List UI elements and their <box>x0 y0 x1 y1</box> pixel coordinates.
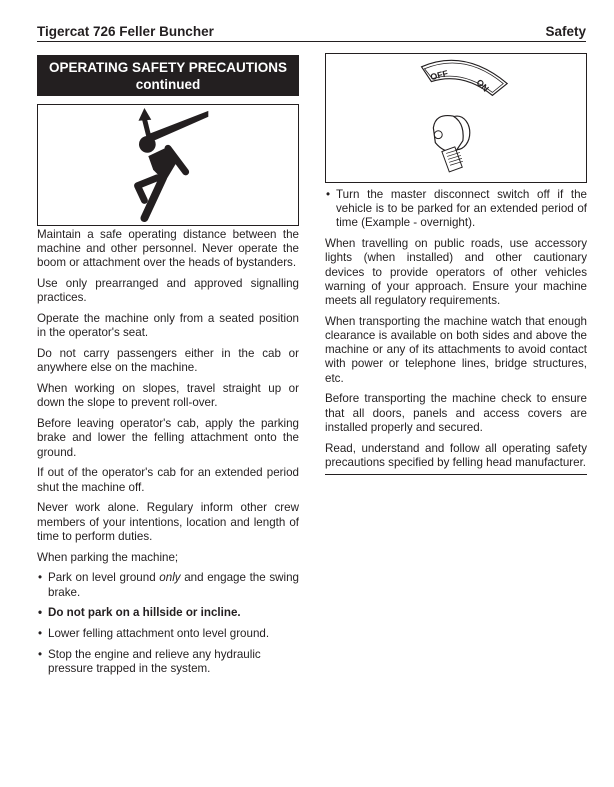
left-text-column <box>37 228 299 683</box>
paragraph: Before leaving operator's cab, apply the parking brake and lower the felling attachment onto the ground. <box>37 417 299 459</box>
bullet-icon: • <box>38 648 43 661</box>
paragraph: Read, understand and follow all operating safety precautions specified by felling head manufacturer. <box>325 441 587 469</box>
bullet-item: • Stop the engine and relieve any hydraulic pressure trapped in the system. <box>38 648 261 676</box>
page-header <box>37 22 586 42</box>
bullet-icon: • <box>38 606 43 620</box>
manual-title: Tigercat 726 Feller Buncher <box>37 24 214 39</box>
bullet-icon: • <box>38 571 43 585</box>
paragraph: Never work alone. Regulary inform other crew members of your intentions, location and length of time to perform duties. <box>37 501 299 543</box>
section-heading: OPERATING SAFETY PRECAUTIONS <box>48 60 288 75</box>
paragraph: Operate the machine only from a seated position in the operator's seat. <box>37 312 299 340</box>
paragraph: When transporting the machine watch that enough clearance is available on both sides and above the machine or any of its attachments to avoid contact with power or telephone lines, bridge structures, etc. <box>325 314 587 385</box>
bullet-item: • Lower felling attachment onto level ground. <box>38 627 270 641</box>
paragraph: If out of the operator's cab for an extended period shut the machine off. <box>37 466 299 494</box>
bullet-icon: • <box>326 188 331 201</box>
off-label: OFF <box>429 68 449 83</box>
paragraph: Do not carry passengers either in the cab or anywhere else on the machine. <box>37 347 299 375</box>
section-title: Safety <box>545 24 586 39</box>
bullet-item: • Do not park on a hillside or incline. <box>38 606 241 620</box>
section-heading-subtitle: continued <box>135 77 201 92</box>
paragraph: Use only prearranged and approved signalling practices. <box>37 277 299 305</box>
master-switch-figure <box>325 53 587 183</box>
paragraph: When working on slopes, travel straight up or down the slope to prevent roll-over. <box>37 382 299 410</box>
right-text-column <box>325 188 587 477</box>
paragraph: When parking the machine; <box>37 550 179 564</box>
section-heading-box <box>37 55 299 96</box>
electrocution-hazard-icon <box>38 105 298 225</box>
hazard-figure <box>37 104 299 226</box>
paragraph: Maintain a safe operating distance between the machine and other personnel. Never operate the boom or attachment over the heads of bystanders. <box>37 228 299 270</box>
bullet-item: • Turn the master disconnect switch off if the vehicle is to be parked for an extended period of time (Example - overnight). <box>326 188 587 230</box>
section-end-rule <box>325 474 587 475</box>
on-label: ON <box>474 77 491 94</box>
master-disconnect-switch-icon <box>326 54 586 182</box>
bullet-item: • Park on level ground only and engage the swing brake. <box>38 571 299 599</box>
paragraph: Before transporting the machine check to ensure that all doors, panels and access covers are installed properly and secured. <box>325 392 587 434</box>
paragraph: When travelling on public roads, use accessory lights (when installed) and other cautionary devices to provide operators of other vehicles warning of your approach. Ensure your machine meets all regulatory requirements. <box>325 237 587 308</box>
bullet-icon: • <box>38 627 43 641</box>
